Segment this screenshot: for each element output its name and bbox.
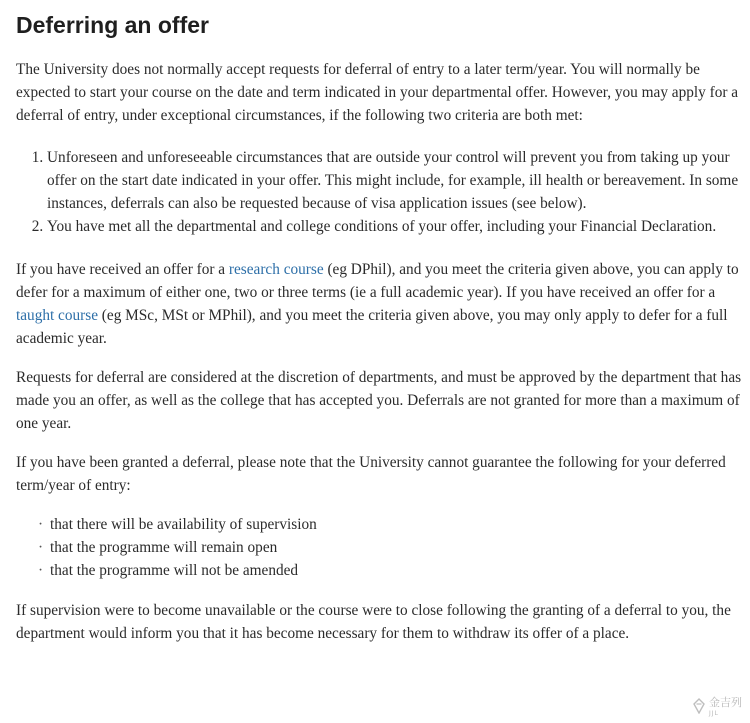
course-text-3: (eg MSc, MSt or MPhil), and you meet the criteria given above, you may only apply to defer for a full academic year. [16,307,728,347]
criteria-item-2: 2. You have met all the departmental and college conditions of your offer, including your Financial Declaration. [47,215,748,238]
withdraw-paragraph: If supervision were to become unavailable or the course were to close following the granting of a deferral to you, the department would inform you that it has become necessary for them to withdraw its offer of a place. [16,602,731,642]
caveat-text: that there will be availability of supervision [50,516,317,533]
list-item [38,536,748,559]
list-item [38,513,748,536]
page-title: Deferring an offer [16,12,209,38]
list-item [38,559,748,582]
research-course-link[interactable]: research course [228,261,324,278]
criteria-item-1: 1. Unforeseen and unforeseeable circumstances that are outside your control will prevent you from taking up your offer on the start date indicated in your offer. This might include, for example, ill health or bereavement. In some instances, deferrals can also be requested because of visa application issues (see below). [47,146,748,215]
caveat-text: that the programme will remain open [50,539,278,556]
taught-course-link[interactable]: taught course [16,307,98,324]
watermark-subtext: JJL [709,710,719,717]
caveat-text: that the programme will not be amended [50,562,299,579]
course-text-2: (eg DPhil), and you meet the criteria given above, you can apply to defer for a maximum of either one, two or three terms (ie a full academic year). If you have received an offer for a [16,261,739,301]
article [16,10,748,645]
watermark [692,694,742,717]
requests-paragraph: Requests for deferral are considered at the discretion of departments, and must be approved by the department that has made you an offer, as well as the college that has accepted you. Deferrals are not granted for more than a maximum of one year. [16,369,742,432]
criteria-list [16,146,748,238]
watermark-text: 金吉列 [709,696,742,709]
jjl-logo-icon [692,698,706,714]
granted-paragraph: If you have been granted a deferral, please note that the University cannot guarantee the following for your deferred term/year of entry: [16,454,726,494]
intro-paragraph: The University does not normally accept requests for deferral of entry to a later term/year. You will normally be expected to start your course on the date and term indicated in your departmental offer. However, you may apply for a deferral of entry, under exceptional circumstances, if the following two criteria are both met: [16,61,739,124]
caveats-list [16,513,748,582]
bullet-icon: · [38,562,44,579]
bullet-icon: · [38,539,44,556]
course-text-1: If you have received an offer for a [16,261,229,278]
course-types-paragraph [16,258,748,350]
bullet-icon: · [38,516,44,533]
